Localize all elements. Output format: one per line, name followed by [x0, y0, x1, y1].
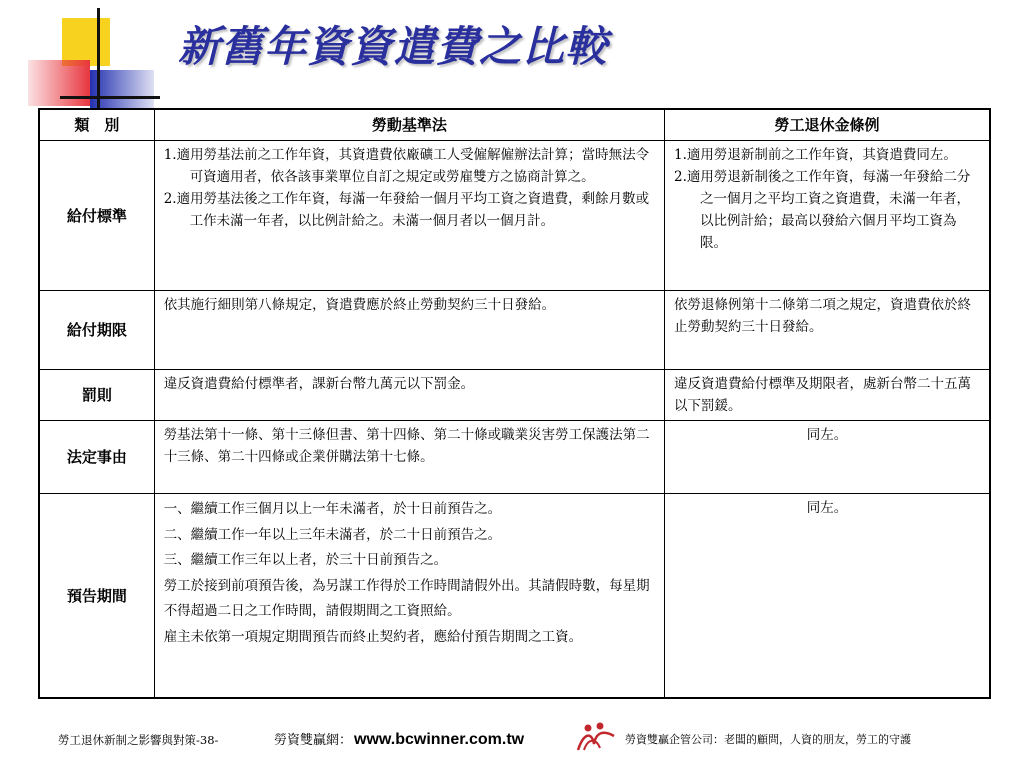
footer-company-slogan: 勞資雙贏企管公司：老闆的顧問，人資的朋友，勞工的守護 [625, 733, 911, 746]
table-row [39, 421, 990, 494]
list-item: 三、繼續工作三年以上者，於三十日前預告之。 [163, 552, 448, 568]
header-pension-act: 勞工退休金條例 [665, 109, 990, 141]
row-category: 法定事由 [39, 421, 154, 494]
comparison-table [38, 108, 991, 699]
slide-title: 新舊年資資遣費之比較 [178, 22, 609, 71]
logo-red-block [28, 60, 90, 106]
footer-site-label: 勞資雙贏網： [274, 733, 353, 748]
list-item: 2.適用勞退新制後之工作年資，每滿一年發給二分之一個月之平均工資之資遣費，未滿一年者，以比例計給；最高以發給六個月平均工資為限。 [674, 169, 971, 251]
row-category: 給付標準 [39, 141, 154, 291]
row-category: 預告期間 [39, 494, 154, 699]
table-header-row [39, 109, 990, 141]
table-row [39, 141, 990, 291]
pension-cell [665, 141, 990, 291]
labor-standards-cell: 勞基法第十一條、第十三條但書、第十四條、第二十條或職業災害勞工保護法第二十三條、第二十四條或企業併購法第十七條。 [154, 421, 664, 494]
row-category: 罰則 [39, 370, 154, 421]
pension-cell: 同左。 [665, 494, 990, 699]
labor-standards-cell: 依其施行細則第八條規定，資遣費應於終止勞動契約三十日發給。 [154, 291, 664, 370]
header-category: 類 別 [39, 109, 154, 141]
table-row [39, 291, 990, 370]
list-item: 一、繼續工作三個月以上一年未滿者，於十日前預告之。 [163, 501, 502, 517]
row-category: 給付期限 [39, 291, 154, 370]
logo-yellow-block [62, 18, 110, 66]
company-logo-icon [574, 722, 618, 752]
footer-url-link[interactable]: www.bcwinner.com.tw [354, 731, 525, 748]
pension-cell: 依勞退條例第十二條第二項之規定，資遣費依於終止勞動契約三十日發給。 [665, 291, 990, 370]
list-item: 2.適用勞基法後之工作年資，每滿一年發給一個月平均工資之資遣費，剩餘月數或工作未滿一年者，以比例計給之。未滿一個月者以一個月計。 [163, 191, 650, 229]
list-item: 勞工於接到前項預告後，為另謀工作得於工作時間請假外出。其請假時數，每星期不得超過二日之工作時間，請假期間之工資照給。 [163, 577, 650, 619]
footer-page-label: 勞工退休新制之影響與對策-38- [58, 733, 219, 747]
list-item: 1.適用勞退新制前之工作年資，其資遣費同左。 [674, 147, 957, 163]
list-item: 1.適用勞基法前之工作年資，其資遣費依廠礦工人受僱解僱辦法計算；當時無法令可資適用者，依各該事業單位自訂之規定或勞雇雙方之協商計算之。 [163, 147, 650, 185]
labor-standards-cell [154, 141, 664, 291]
labor-standards-cell [154, 494, 664, 699]
logo-horizontal-line [60, 96, 160, 99]
pension-cell: 同左。 [665, 421, 990, 494]
pension-cell: 違反資遣費給付標準及期限者，處新台幣二十五萬以下罰鍰。 [665, 370, 990, 421]
table-row [39, 370, 990, 421]
header-labor-standards-act: 勞動基準法 [154, 109, 664, 141]
list-item: 雇主未依第一項規定期間預告而終止契約者，應給付預告期間之工資。 [163, 628, 583, 645]
table-row [39, 494, 990, 699]
footer-site [274, 729, 524, 749]
footer [0, 722, 1024, 758]
list-item: 二、繼續工作一年以上三年未滿者，於二十日前預告之。 [163, 526, 502, 543]
labor-standards-cell: 違反資遣費給付標準者，課新台幣九萬元以下罰金。 [154, 370, 664, 421]
